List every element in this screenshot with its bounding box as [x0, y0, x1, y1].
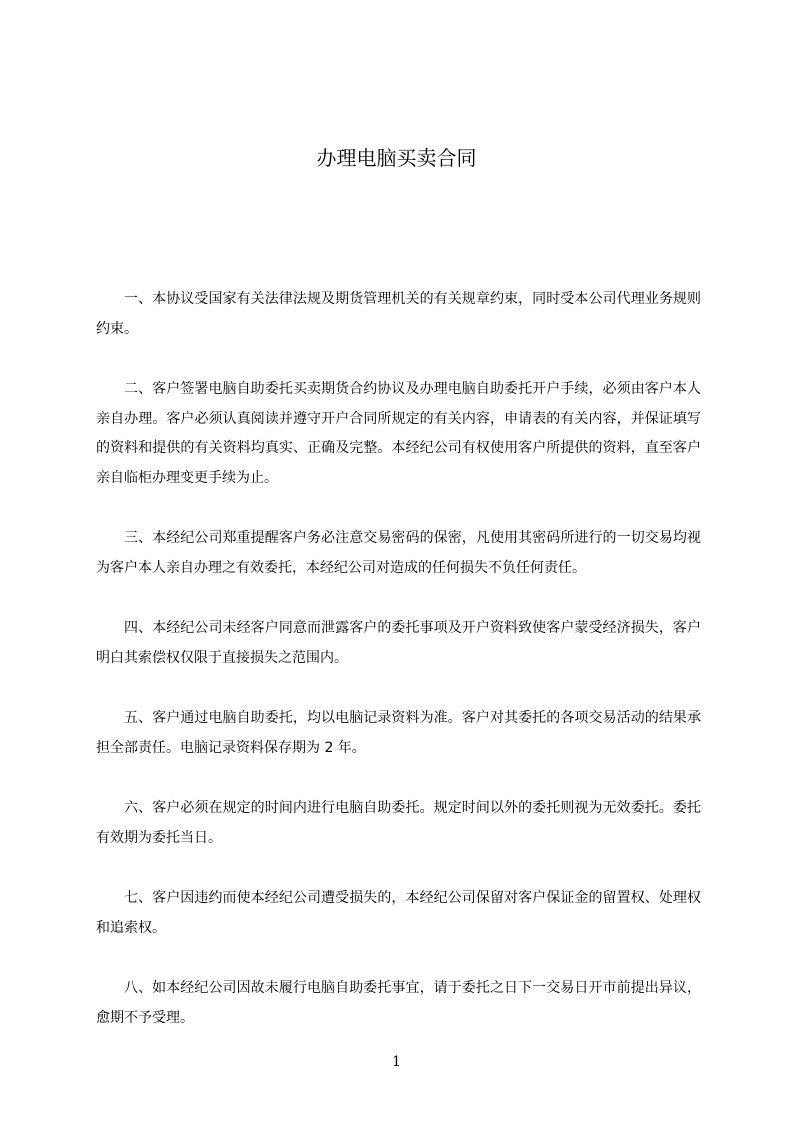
clause-1: 一、本协议受国家有关法律法规及期货管理机关的有关规章约束，同时受本公司代理业务规则约束。	[96, 291, 701, 337]
clause-3: 三、本经纪公司郑重提醒客户务必注意交易密码的保密，凡使用其密码所进行的一切交易均视为客户本人亲自办理之有效委托，本经纪公司对造成的任何损失不负任何责任。	[96, 530, 701, 576]
clause-7: 七、客户因违约而使本经纪公司遭受损失的，本经纪公司保留对客户保证金的留置权、处理权和追索权。	[96, 890, 701, 936]
clause-2: 二、客户签署电脑自助委托买卖期货合约协议及办理电脑自助委托开户手续，必须由客户本人亲自办理。客户必须认真阅读并遵守开户合同所规定的有关内容，申请表的有关内容，并保证填写的资料和提供的有关资料均真实、正确及完整。本经纪公司有权使用客户所提供的资料，直至客户亲自临柜办理变更手续为止。	[96, 381, 701, 486]
clause-4: 四、本经纪公司未经客户同意而泄露客户的委托事项及开户资料致使客户蒙受经济损失，客户明白其索偿权仅限于直接损失之范围内。	[96, 620, 701, 666]
document-body	[96, 285, 701, 1064]
document-title: 办理电脑买卖合同	[316, 146, 477, 170]
clause-5: 五、客户通过电脑自助委托，均以电脑记录资料为准。客户对其委托的各项交易活动的结果承担全部责任。电脑记录资料保存期为 2 年。	[96, 710, 701, 756]
clause-6: 六、客户必须在规定的时间内进行电脑自助委托。规定时间以外的委托则视为无效委托。委托有效期为委托当日。	[96, 800, 701, 846]
page-number: 1	[392, 1054, 401, 1070]
clause-8: 八、如本经纪公司因故未履行电脑自助委托事宜，请于委托之日下一交易日开市前提出异议，愈期不予受理。	[96, 980, 701, 1026]
